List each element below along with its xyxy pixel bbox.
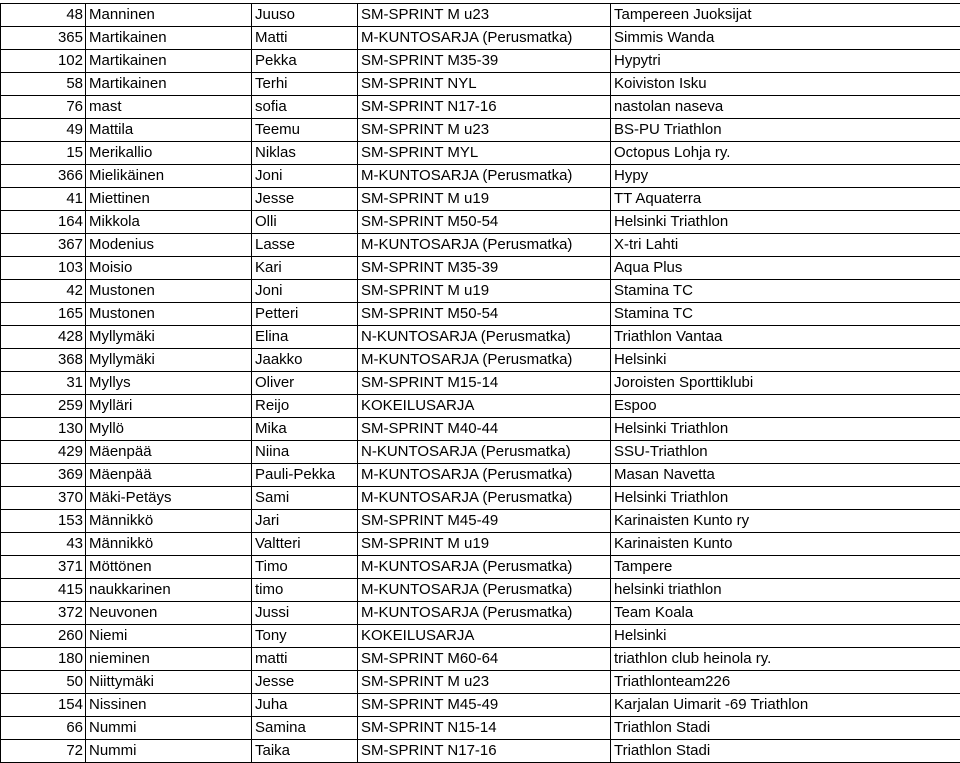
first-name-cell: Petteri [252, 303, 358, 326]
table-row [1, 671, 960, 694]
first-name-cell: sofia [252, 96, 358, 119]
table-row [1, 395, 960, 418]
club-cell: Karjalan Uimarit -69 Triathlon [611, 694, 960, 717]
table-row [1, 418, 960, 441]
bib-number-cell: 76 [1, 96, 86, 119]
series-cell: SM-SPRINT M45-49 [358, 510, 611, 533]
first-name-cell: Tony [252, 625, 358, 648]
table-row [1, 510, 960, 533]
last-name-cell: Mikkola [86, 211, 252, 234]
last-name-cell: Merikallio [86, 142, 252, 165]
bib-number-cell: 103 [1, 257, 86, 280]
series-cell: SM-SPRINT M35-39 [358, 257, 611, 280]
first-name-cell: Pekka [252, 50, 358, 73]
series-cell: SM-SPRINT N15-14 [358, 717, 611, 740]
bib-number-cell: 50 [1, 671, 86, 694]
table-row [1, 119, 960, 142]
series-cell: SM-SPRINT M50-54 [358, 211, 611, 234]
series-cell: SM-SPRINT N17-16 [358, 96, 611, 119]
participant-table [0, 3, 960, 763]
table-row [1, 533, 960, 556]
table-row [1, 303, 960, 326]
table-row [1, 4, 960, 27]
table-row [1, 27, 960, 50]
series-cell: N-KUNTOSARJA (Perusmatka) [358, 326, 611, 349]
last-name-cell: Niittymäki [86, 671, 252, 694]
last-name-cell: Myllys [86, 372, 252, 395]
club-cell: SSU-Triathlon [611, 441, 960, 464]
bib-number-cell: 180 [1, 648, 86, 671]
table-row [1, 188, 960, 211]
last-name-cell: Mäki-Petäys [86, 487, 252, 510]
last-name-cell: Nummi [86, 717, 252, 740]
first-name-cell: Niklas [252, 142, 358, 165]
series-cell: N-KUNTOSARJA (Perusmatka) [358, 441, 611, 464]
club-cell: X-tri Lahti [611, 234, 960, 257]
last-name-cell: Mustonen [86, 280, 252, 303]
club-cell: Triathlon Vantaa [611, 326, 960, 349]
last-name-cell: Martikainen [86, 50, 252, 73]
bib-number-cell: 367 [1, 234, 86, 257]
table-row [1, 211, 960, 234]
first-name-cell: Sami [252, 487, 358, 510]
club-cell: Triathlonteam226 [611, 671, 960, 694]
club-cell: Stamina TC [611, 280, 960, 303]
table-row [1, 50, 960, 73]
series-cell: SM-SPRINT MYL [358, 142, 611, 165]
bib-number-cell: 164 [1, 211, 86, 234]
first-name-cell: Jaakko [252, 349, 358, 372]
first-name-cell: Juha [252, 694, 358, 717]
last-name-cell: Myllymäki [86, 349, 252, 372]
bib-number-cell: 372 [1, 602, 86, 625]
club-cell: BS-PU Triathlon [611, 119, 960, 142]
series-cell: KOKEILUSARJA [358, 395, 611, 418]
table-row [1, 602, 960, 625]
first-name-cell: Oliver [252, 372, 358, 395]
first-name-cell: Samina [252, 717, 358, 740]
first-name-cell: Jari [252, 510, 358, 533]
first-name-cell: Jussi [252, 602, 358, 625]
last-name-cell: naukkarinen [86, 579, 252, 602]
club-cell: Triathlon Stadi [611, 740, 960, 763]
club-cell: helsinki triathlon [611, 579, 960, 602]
bib-number-cell: 369 [1, 464, 86, 487]
first-name-cell: Joni [252, 280, 358, 303]
club-cell: Helsinki Triathlon [611, 211, 960, 234]
bib-number-cell: 102 [1, 50, 86, 73]
series-cell: SM-SPRINT M u19 [358, 188, 611, 211]
series-cell: M-KUNTOSARJA (Perusmatka) [358, 27, 611, 50]
club-cell: TT Aquaterra [611, 188, 960, 211]
last-name-cell: nieminen [86, 648, 252, 671]
first-name-cell: Terhi [252, 73, 358, 96]
table-row [1, 648, 960, 671]
series-cell: SM-SPRINT M u23 [358, 4, 611, 27]
first-name-cell: Elina [252, 326, 358, 349]
first-name-cell: Jesse [252, 671, 358, 694]
series-cell: SM-SPRINT NYL [358, 73, 611, 96]
table-row [1, 349, 960, 372]
bib-number-cell: 365 [1, 27, 86, 50]
series-cell: SM-SPRINT M u19 [358, 533, 611, 556]
first-name-cell: Niina [252, 441, 358, 464]
club-cell: Octopus Lohja ry. [611, 142, 960, 165]
series-cell: SM-SPRINT M45-49 [358, 694, 611, 717]
last-name-cell: Niemi [86, 625, 252, 648]
first-name-cell: Taika [252, 740, 358, 763]
table-row [1, 73, 960, 96]
series-cell: SM-SPRINT M15-14 [358, 372, 611, 395]
club-cell: Aqua Plus [611, 257, 960, 280]
club-cell: Helsinki [611, 625, 960, 648]
last-name-cell: Mylläri [86, 395, 252, 418]
last-name-cell: Männikkö [86, 510, 252, 533]
table-row [1, 717, 960, 740]
club-cell: Helsinki Triathlon [611, 487, 960, 510]
series-cell: SM-SPRINT M40-44 [358, 418, 611, 441]
bib-number-cell: 66 [1, 717, 86, 740]
bib-number-cell: 153 [1, 510, 86, 533]
bib-number-cell: 259 [1, 395, 86, 418]
club-cell: Joroisten Sporttiklubi [611, 372, 960, 395]
table-row [1, 234, 960, 257]
bib-number-cell: 366 [1, 165, 86, 188]
table-row [1, 280, 960, 303]
series-cell: SM-SPRINT M u23 [358, 671, 611, 694]
last-name-cell: Nummi [86, 740, 252, 763]
bib-number-cell: 368 [1, 349, 86, 372]
bib-number-cell: 154 [1, 694, 86, 717]
club-cell: Masan Navetta [611, 464, 960, 487]
table-row [1, 372, 960, 395]
bib-number-cell: 371 [1, 556, 86, 579]
first-name-cell: Mika [252, 418, 358, 441]
series-cell: SM-SPRINT M50-54 [358, 303, 611, 326]
bib-number-cell: 31 [1, 372, 86, 395]
last-name-cell: Miettinen [86, 188, 252, 211]
first-name-cell: Kari [252, 257, 358, 280]
bib-number-cell: 49 [1, 119, 86, 142]
first-name-cell: Timo [252, 556, 358, 579]
first-name-cell: Jesse [252, 188, 358, 211]
table-row [1, 96, 960, 119]
series-cell: SM-SPRINT M60-64 [358, 648, 611, 671]
first-name-cell: Reijo [252, 395, 358, 418]
club-cell: Helsinki Triathlon [611, 418, 960, 441]
last-name-cell: Mäenpää [86, 441, 252, 464]
last-name-cell: Möttönen [86, 556, 252, 579]
participant-table-body [1, 4, 960, 763]
series-cell: M-KUNTOSARJA (Perusmatka) [358, 579, 611, 602]
club-cell: Stamina TC [611, 303, 960, 326]
last-name-cell: Moisio [86, 257, 252, 280]
bib-number-cell: 58 [1, 73, 86, 96]
last-name-cell: mast [86, 96, 252, 119]
last-name-cell: Modenius [86, 234, 252, 257]
table-row [1, 579, 960, 602]
last-name-cell: Männikkö [86, 533, 252, 556]
club-cell: Tampere [611, 556, 960, 579]
first-name-cell: Olli [252, 211, 358, 234]
club-cell: Espoo [611, 395, 960, 418]
series-cell: M-KUNTOSARJA (Perusmatka) [358, 487, 611, 510]
bib-number-cell: 165 [1, 303, 86, 326]
first-name-cell: Joni [252, 165, 358, 188]
last-name-cell: Mattila [86, 119, 252, 142]
first-name-cell: Pauli-Pekka [252, 464, 358, 487]
club-cell: Triathlon Stadi [611, 717, 960, 740]
club-cell: Simmis Wanda [611, 27, 960, 50]
bib-number-cell: 72 [1, 740, 86, 763]
bib-number-cell: 43 [1, 533, 86, 556]
series-cell: SM-SPRINT M u19 [358, 280, 611, 303]
last-name-cell: Martikainen [86, 27, 252, 50]
bib-number-cell: 42 [1, 280, 86, 303]
table-row [1, 326, 960, 349]
last-name-cell: Myllymäki [86, 326, 252, 349]
bib-number-cell: 260 [1, 625, 86, 648]
last-name-cell: Martikainen [86, 73, 252, 96]
table-row [1, 487, 960, 510]
last-name-cell: Mäenpää [86, 464, 252, 487]
club-cell: Hypytri [611, 50, 960, 73]
last-name-cell: Mustonen [86, 303, 252, 326]
bib-number-cell: 130 [1, 418, 86, 441]
last-name-cell: Manninen [86, 4, 252, 27]
last-name-cell: Nissinen [86, 694, 252, 717]
series-cell: M-KUNTOSARJA (Perusmatka) [358, 234, 611, 257]
bib-number-cell: 370 [1, 487, 86, 510]
table-row [1, 740, 960, 763]
club-cell: triathlon club heinola ry. [611, 648, 960, 671]
last-name-cell: Neuvonen [86, 602, 252, 625]
first-name-cell: Teemu [252, 119, 358, 142]
first-name-cell: matti [252, 648, 358, 671]
bib-number-cell: 429 [1, 441, 86, 464]
bib-number-cell: 428 [1, 326, 86, 349]
bib-number-cell: 48 [1, 4, 86, 27]
bib-number-cell: 415 [1, 579, 86, 602]
series-cell: KOKEILUSARJA [358, 625, 611, 648]
club-cell: Karinaisten Kunto ry [611, 510, 960, 533]
club-cell: Tampereen Juoksijat [611, 4, 960, 27]
first-name-cell: timo [252, 579, 358, 602]
series-cell: SM-SPRINT N17-16 [358, 740, 611, 763]
first-name-cell: Juuso [252, 4, 358, 27]
bib-number-cell: 15 [1, 142, 86, 165]
club-cell: Koiviston Isku [611, 73, 960, 96]
first-name-cell: Lasse [252, 234, 358, 257]
series-cell: M-KUNTOSARJA (Perusmatka) [358, 349, 611, 372]
last-name-cell: Mielikäinen [86, 165, 252, 188]
series-cell: SM-SPRINT M35-39 [358, 50, 611, 73]
last-name-cell: Myllö [86, 418, 252, 441]
bib-number-cell: 41 [1, 188, 86, 211]
table-row [1, 441, 960, 464]
first-name-cell: Valtteri [252, 533, 358, 556]
club-cell: Team Koala [611, 602, 960, 625]
table-row [1, 694, 960, 717]
club-cell: nastolan naseva [611, 96, 960, 119]
series-cell: M-KUNTOSARJA (Perusmatka) [358, 602, 611, 625]
table-row [1, 625, 960, 648]
series-cell: SM-SPRINT M u23 [358, 119, 611, 142]
table-row [1, 142, 960, 165]
table-row [1, 257, 960, 280]
series-cell: M-KUNTOSARJA (Perusmatka) [358, 556, 611, 579]
series-cell: M-KUNTOSARJA (Perusmatka) [358, 464, 611, 487]
first-name-cell: Matti [252, 27, 358, 50]
table-row [1, 165, 960, 188]
table-row [1, 464, 960, 487]
table-row [1, 556, 960, 579]
club-cell: Helsinki [611, 349, 960, 372]
club-cell: Hypy [611, 165, 960, 188]
club-cell: Karinaisten Kunto [611, 533, 960, 556]
series-cell: M-KUNTOSARJA (Perusmatka) [358, 165, 611, 188]
